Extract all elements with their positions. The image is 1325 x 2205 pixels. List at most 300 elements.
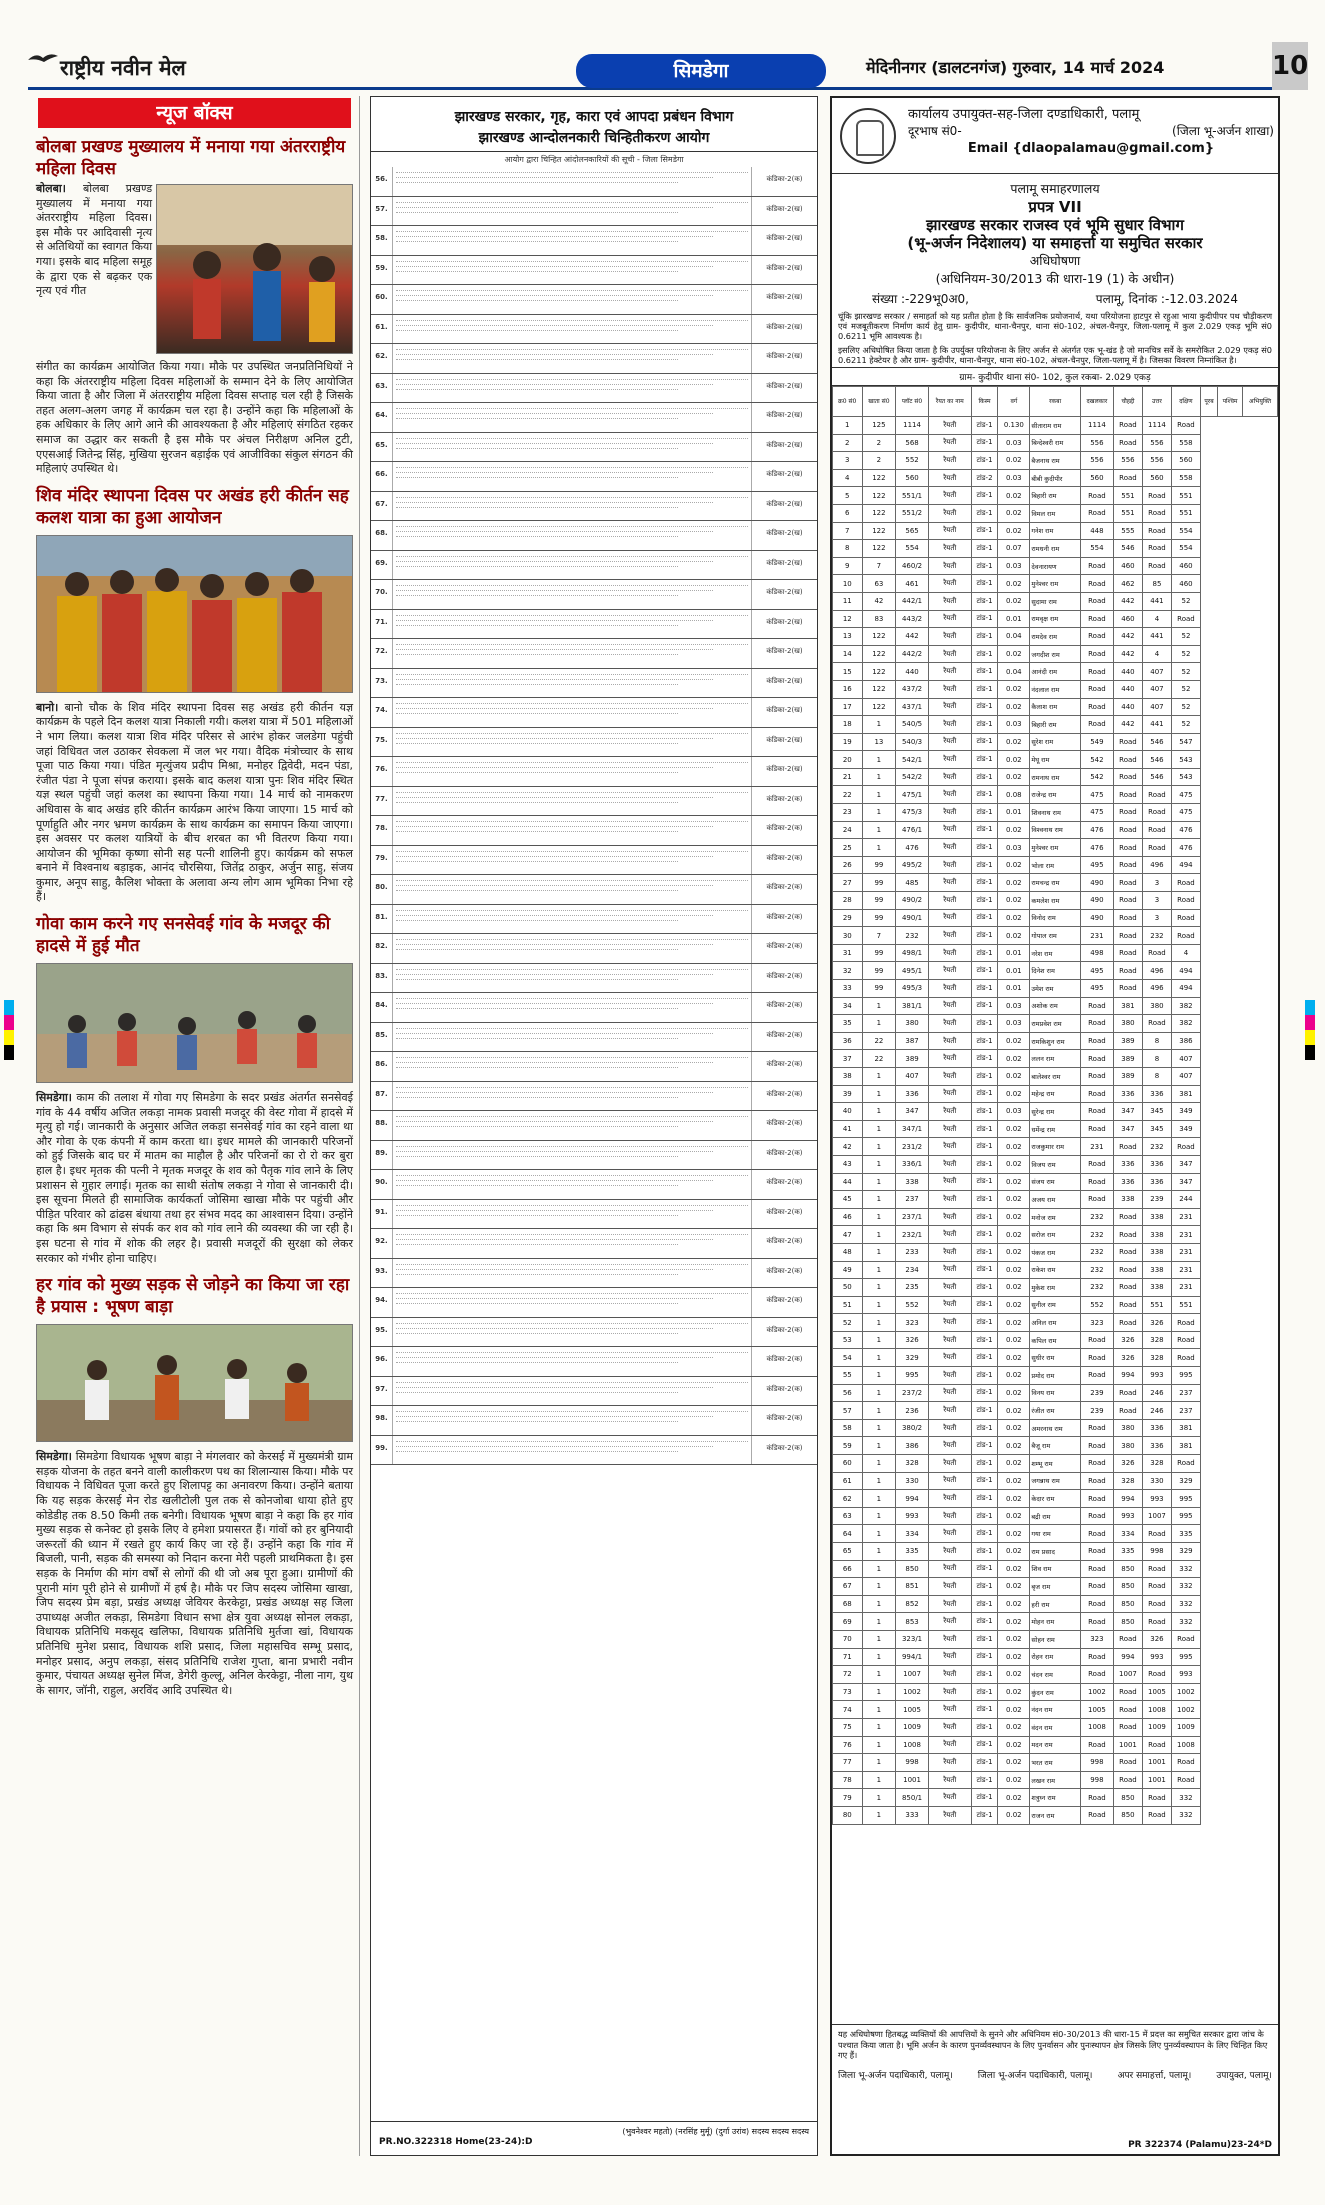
table-cell: रैयती	[928, 1243, 971, 1261]
table-cell: 244	[1171, 1191, 1200, 1209]
table-cell: 495	[1080, 962, 1113, 980]
table-cell: Road	[1113, 768, 1142, 786]
table-row	[833, 944, 1278, 962]
table-cell: 122	[862, 698, 896, 716]
table-cell: 476	[1080, 821, 1113, 839]
table-cell: 22	[833, 786, 863, 804]
table-cell: Road	[1113, 469, 1142, 487]
table-row	[833, 1296, 1278, 1314]
table-cell: सुदामा राम	[1030, 592, 1080, 610]
table-cell: 552	[896, 1296, 929, 1314]
table-cell: 475	[1171, 804, 1200, 822]
table-cell: 442	[1113, 716, 1142, 734]
table-cell: 1007	[1142, 1507, 1171, 1525]
table-cell: 347	[1171, 1173, 1200, 1191]
table-cell: 490	[1080, 892, 1113, 910]
table-cell: रैयती	[928, 1648, 971, 1666]
table-cell: Road	[1171, 874, 1200, 892]
table-cell: 0.02	[998, 1331, 1030, 1349]
table-cell: 442	[1113, 645, 1142, 663]
table-cell: टांड-1	[971, 434, 998, 452]
table-cell: रैयती	[928, 839, 971, 857]
table-cell: 231	[1080, 927, 1113, 945]
table-cell: रामदेव राम	[1030, 628, 1080, 646]
signature-row	[838, 2071, 1272, 2082]
table-cell: 0.02	[998, 1754, 1030, 1772]
table-cell: रोहन राम	[1030, 1648, 1080, 1666]
table-cell: टांड-1	[971, 804, 998, 822]
table-cell: 443/2	[896, 610, 929, 628]
table-cell: 122	[862, 522, 896, 540]
table-row	[833, 469, 1278, 487]
table-row	[833, 1490, 1278, 1508]
table-row	[833, 1419, 1278, 1437]
table-cell: 543	[1171, 768, 1200, 786]
story-body: संगीत का कार्यक्रम आयोजित किया गया। मौके पर उपस्थित जनप्रतिनिधियों ने कहा कि अंतरराष्ट्रीय महिला दिवस महिलाओं के सम्मान देने के लिए आयोजित किया जाता है और जिला में अंतरराष्ट्रीय महिला दिवस सप्ताह चल रही है जिसके तहत अलग-अलग जगह में कार्यक्रम चल रहा है। उन्होंने कहा कि महिलाओं के हक अधिकार के लिए आगे आने की आवश्यकता है और महिलाएं संगठित रहकर समाज का उद्धार कर सकती है इस मौके पर अंचल निरीक्षण अनिल टुटी, एएसआई जितेन्द्र सिंह, मुखिया सुरजन बड़ाईक एवं आजीविका संकुल संगठन की महिलाएं उपस्थित थे।	[36, 360, 353, 476]
table-cell: 323	[1080, 1314, 1113, 1332]
record-details	[393, 816, 751, 845]
table-cell: 329	[896, 1349, 929, 1367]
table-cell: 475/3	[896, 804, 929, 822]
table-cell: संजय राम	[1030, 1173, 1080, 1191]
table-cell: 442	[1113, 592, 1142, 610]
table-cell: 1005	[896, 1701, 929, 1719]
table-cell: रैयती	[928, 1349, 971, 1367]
record-number: 62.	[371, 344, 393, 373]
table-cell: 476	[896, 839, 929, 857]
table-cell: Road	[1113, 1261, 1142, 1279]
table-cell: Road	[1080, 1103, 1113, 1121]
table-cell: 386	[1171, 1032, 1200, 1050]
table-cell: मुनेश्वर राम	[1030, 839, 1080, 857]
table-cell: Road	[1142, 487, 1171, 505]
table-cell: 560	[1080, 469, 1113, 487]
record-number: 91.	[371, 1200, 393, 1229]
table-cell: 540/3	[896, 733, 929, 751]
table-cell: टांड-1	[971, 1243, 998, 1261]
record-details	[393, 1023, 751, 1052]
table-cell: Road	[1142, 1613, 1171, 1631]
table-cell: टांड-1	[971, 1331, 998, 1349]
table-cell: शत्रुघ्न राम	[1030, 1789, 1080, 1807]
record-section: कंडिका-2(ख)	[751, 344, 817, 373]
table-cell: 54	[833, 1349, 863, 1367]
table-cell: 17	[833, 698, 863, 716]
table-header: किस्म	[971, 387, 998, 417]
table-cell: रैयती	[928, 1490, 971, 1508]
table-cell: धर्मेन्द्र राम	[1030, 1120, 1080, 1138]
table-cell: रैयती	[928, 1543, 971, 1561]
record-details	[393, 1347, 751, 1376]
table-cell: 1	[862, 1578, 896, 1596]
table-cell: 62	[833, 1490, 863, 1508]
table-cell: बिहारी राम	[1030, 487, 1080, 505]
table-cell: 1114	[1142, 417, 1171, 435]
table-cell: Road	[1113, 733, 1142, 751]
table-cell: 1114	[1080, 417, 1113, 435]
table-cell: 3	[1142, 874, 1171, 892]
table-cell: वंदन राम	[1030, 1718, 1080, 1736]
table-cell: 332	[1171, 1560, 1200, 1578]
record-section: कंडिका-2(ख)	[751, 698, 817, 727]
record-row	[371, 698, 817, 728]
table-cell: शम्भू राम	[1030, 1455, 1080, 1473]
table-cell: टांड-1	[971, 1384, 998, 1402]
table-cell: टांड-1	[971, 1630, 998, 1648]
table-cell: Road	[1113, 751, 1142, 769]
table-cell: टांड-1	[971, 768, 998, 786]
record-details	[393, 521, 751, 550]
table-cell: 1009	[1171, 1718, 1200, 1736]
table-cell: रैयती	[928, 1472, 971, 1490]
table-cell: 551	[1142, 1296, 1171, 1314]
table-cell: 99	[862, 944, 896, 962]
record-row	[371, 1023, 817, 1053]
record-details	[393, 639, 751, 668]
table-cell: 231/2	[896, 1138, 929, 1156]
table-cell: 460	[1171, 557, 1200, 575]
record-details	[393, 1141, 751, 1170]
table-cell: टांड-1	[971, 575, 998, 593]
table-cell: रैयती	[928, 927, 971, 945]
table-cell: 7	[862, 557, 896, 575]
table-cell: 1	[862, 1120, 896, 1138]
table-row	[833, 997, 1278, 1015]
table-cell: भोला राम	[1030, 856, 1080, 874]
story-dateline: सिमडेगा।	[36, 1450, 72, 1464]
table-cell: बिहारी राम	[1030, 716, 1080, 734]
table-cell: 326	[896, 1331, 929, 1349]
table-cell: मनोज राम	[1030, 1208, 1080, 1226]
table-cell: 53	[833, 1331, 863, 1349]
table-cell: Road	[1080, 716, 1113, 734]
record-number: 82.	[371, 934, 393, 963]
table-cell: 122	[862, 628, 896, 646]
table-cell: आनंदी राम	[1030, 663, 1080, 681]
table-cell: 1	[862, 1507, 896, 1525]
table-cell: 8	[833, 540, 863, 558]
table-cell: 993	[1142, 1367, 1171, 1385]
record-section: कंडिका-2(क)	[751, 787, 817, 816]
table-cell: 69	[833, 1613, 863, 1631]
table-cell: 495	[1080, 856, 1113, 874]
table-cell: 0.02	[998, 1208, 1030, 1226]
table-cell: 29	[833, 909, 863, 927]
table-cell: रैयती	[928, 434, 971, 452]
table-cell: 232	[1142, 927, 1171, 945]
table-cell: 0.02	[998, 1613, 1030, 1631]
table-cell: रैयती	[928, 1191, 971, 1209]
notice-paragraph-2: इसलिए अधिघोषित किया जाता है कि उपर्युक्त परियोजना के लिए अर्जन से अंतर्गत एक भू-खंड है जो मानचित्र सर्वे के समरोकित 2.029 एकड़ सं0 0.6211 हेक्टेयर है और ग्राम- कुदीपीर, थाना-चैनपुर, थाना सं0-102, अंचल-चैनपुर, जिला-पलामू में है। जिसका विवरण निम्नांकित है।	[838, 345, 1272, 365]
table-cell: 232	[1080, 1208, 1113, 1226]
table-cell: 389	[1113, 1067, 1142, 1085]
table-cell: Road	[1080, 1191, 1113, 1209]
table-cell: Road	[1142, 1666, 1171, 1684]
table-cell: 554	[1080, 540, 1113, 558]
table-cell: 0.02	[998, 1349, 1030, 1367]
record-number: 68.	[371, 521, 393, 550]
table-cell: Road	[1142, 1578, 1171, 1596]
signature: जिला भू-अर्जन पदाधिकारी, पलामू।	[977, 2070, 1093, 2081]
record-details	[393, 167, 751, 196]
table-cell: 52	[1171, 716, 1200, 734]
record-details	[393, 1111, 751, 1140]
table-cell: रैयती	[928, 1507, 971, 1525]
table-cell: टांड-1	[971, 980, 998, 998]
table-cell: Road	[1142, 786, 1171, 804]
table-cell: 2	[862, 452, 896, 470]
table-cell: 993	[896, 1507, 929, 1525]
table-row	[833, 927, 1278, 945]
table-cell: 0.02	[998, 909, 1030, 927]
table-cell: 1	[862, 1208, 896, 1226]
table-row	[833, 1367, 1278, 1385]
table-cell: 498/1	[896, 944, 929, 962]
table-cell: टांड-1	[971, 1226, 998, 1244]
table-cell: Road	[1080, 1490, 1113, 1508]
table-cell: 1	[862, 1595, 896, 1613]
notice-heading: झारखण्ड सरकार, गृह, कारा एवं आपदा प्रबंधन विभाग	[454, 109, 734, 125]
photo-village-gathering	[36, 963, 353, 1083]
table-cell: 237	[1171, 1384, 1200, 1402]
table-cell: 850	[1113, 1578, 1142, 1596]
record-details	[393, 1200, 751, 1229]
table-cell: 560	[1142, 469, 1171, 487]
table-cell: 1	[862, 1613, 896, 1631]
table-cell: रैयती	[928, 962, 971, 980]
table-cell: 99	[862, 962, 896, 980]
table-cell: 330	[896, 1472, 929, 1490]
table-cell: रैयती	[928, 1367, 971, 1385]
table-cell: 1	[862, 1806, 896, 1824]
table-cell: अमरनाथ राम	[1030, 1419, 1080, 1437]
table-cell: Road	[1171, 1138, 1200, 1156]
record-number: 61.	[371, 315, 393, 344]
table-cell: 52	[1171, 645, 1200, 663]
table-cell: 75	[833, 1718, 863, 1736]
table-cell: Road	[1080, 592, 1113, 610]
table-cell: 441	[1142, 628, 1171, 646]
table-cell: 380/2	[896, 1419, 929, 1437]
photo-women-day	[156, 184, 353, 354]
table-row	[833, 804, 1278, 822]
record-number: 96.	[371, 1347, 393, 1376]
table-cell: 237/2	[896, 1384, 929, 1402]
table-cell: रैयती	[928, 1560, 971, 1578]
table-cell: 498	[1080, 944, 1113, 962]
table-cell: 381/1	[896, 997, 929, 1015]
table-cell: 22	[862, 1032, 896, 1050]
table-cell: 380	[1142, 997, 1171, 1015]
table-cell: हरी राम	[1030, 1595, 1080, 1613]
table-cell: Road	[1113, 839, 1142, 857]
record-row	[371, 875, 817, 905]
table-cell: 122	[862, 469, 896, 487]
table-row	[833, 856, 1278, 874]
table-cell: Road	[1113, 1296, 1142, 1314]
table-cell: 122	[862, 680, 896, 698]
table-cell: Road	[1080, 1613, 1113, 1631]
table-cell: जगदीश राम	[1030, 645, 1080, 663]
table-cell: 30	[833, 927, 863, 945]
table-cell: 1	[862, 804, 896, 822]
table-cell: 122	[862, 663, 896, 681]
table-cell: बालेश्वर राम	[1030, 1067, 1080, 1085]
table-cell: 853	[896, 1613, 929, 1631]
table-cell: रैयती	[928, 540, 971, 558]
table-cell: 72	[833, 1666, 863, 1684]
record-number: 78.	[371, 816, 393, 845]
table-cell: रैयती	[928, 610, 971, 628]
table-cell: Road	[1080, 557, 1113, 575]
table-cell: 85	[1142, 575, 1171, 593]
table-row	[833, 874, 1278, 892]
record-number: 86.	[371, 1052, 393, 1081]
table-row	[833, 716, 1278, 734]
table-cell: टांड-1	[971, 839, 998, 857]
table-cell: 380	[1113, 1419, 1142, 1437]
table-cell: 552	[896, 452, 929, 470]
record-details	[393, 226, 751, 255]
table-cell: 551/2	[896, 504, 929, 522]
table-cell: 0.02	[998, 1560, 1030, 1578]
table-cell: 1	[862, 997, 896, 1015]
table-cell: 556	[1113, 452, 1142, 470]
footer-text: यह अधिघोषणा हितबद्ध व्यक्तियों की आपत्तियों के सुनने और अधिनियम सं0-30/2013 की धारा-15 में प्रदत्त का समुचित सरकार द्वारा जांच के पश्चात किया जाता है। भूमि अर्जन के कारण पुनर्व्यवस्थापन के लिए पुनर्वासन और पुनःस्थापन क्षेत्र जिसके लिए पुनर्व्यवस्थापन के लिए चिन्हित किए गए हैं।	[838, 2029, 1268, 2060]
table-cell: Road	[1113, 821, 1142, 839]
table-cell: Road	[1113, 1226, 1142, 1244]
table-cell: सुरेन्द्र राम	[1030, 1103, 1080, 1121]
table-cell: 0.01	[998, 804, 1030, 822]
record-details	[393, 846, 751, 875]
table-cell: 0.02	[998, 1736, 1030, 1754]
table-cell: रैयती	[928, 1015, 971, 1033]
table-cell: 122	[862, 540, 896, 558]
record-section: कंडिका-2(ख)	[751, 374, 817, 403]
table-cell: टांड-1	[971, 417, 998, 435]
table-cell: 542/2	[896, 768, 929, 786]
table-cell: 560	[896, 469, 929, 487]
table-cell: टांड-1	[971, 1472, 998, 1490]
record-row	[371, 1436, 817, 1466]
table-cell: 334	[896, 1525, 929, 1543]
record-number: 89.	[371, 1141, 393, 1170]
story-title: गोवा काम करने गए सनसेवई गांव के मजदूर की हादसे में हुई मौत	[36, 914, 331, 957]
table-cell: रैयती	[928, 417, 971, 435]
table-cell: 460	[1113, 610, 1142, 628]
table-cell: टांड-1	[971, 1806, 998, 1824]
table-cell: रैयती	[928, 1455, 971, 1473]
table-cell: 239	[1142, 1191, 1171, 1209]
table-cell: 336	[1142, 1419, 1171, 1437]
table-cell: Road	[1113, 927, 1142, 945]
table-cell: Road	[1080, 680, 1113, 698]
record-section: कंडिका-2(ख)	[751, 285, 817, 314]
table-cell: 323/1	[896, 1630, 929, 1648]
record-number: 57.	[371, 197, 393, 226]
table-cell: 231	[1171, 1226, 1200, 1244]
record-row	[371, 993, 817, 1023]
table-cell: 1	[862, 821, 896, 839]
table-cell: रैयती	[928, 1736, 971, 1754]
table-cell: 27	[833, 874, 863, 892]
land-acquisition-notice	[830, 96, 1280, 2156]
table-cell: 1005	[1142, 1683, 1171, 1701]
record-row	[371, 905, 817, 935]
table-cell: 7	[833, 522, 863, 540]
table-cell: Road	[1113, 1630, 1142, 1648]
table-cell: 460	[1171, 575, 1200, 593]
table-cell: Road	[1113, 1208, 1142, 1226]
table-cell: 0.02	[998, 1683, 1030, 1701]
table-cell: 1	[862, 1771, 896, 1789]
notice-title-block	[832, 174, 1278, 288]
table-cell: 328	[1142, 1455, 1171, 1473]
table-cell: रंजीत राम	[1030, 1402, 1080, 1420]
notice-paragraph: चूंकि झारखण्ड सरकार / समाहर्ता को यह प्रतीत होता है कि सार्वजनिक प्रयोजनार्थ, यथा परियोजना हाटपुर से रहुआ भाया कुदीपीपर पथ चौड़ीकरण एवं मजबूतीकरण निर्माण कार्य हेतु ग्राम- कुदीपीर, थाना-चैनपुर, थाना सं0-102, अंचल-चैनपुर, जिला-पलामू में कुल 2.029 एकड़ भूमि सं0 0.6211 भूमि आवश्यक है।	[838, 311, 1272, 341]
table-cell: 0.02	[998, 680, 1030, 698]
table-cell: Road	[1142, 557, 1171, 575]
office-email: Email {dlaopalamau@gmail.com}	[967, 141, 1215, 156]
table-cell: रैयती	[928, 1067, 971, 1085]
table-cell: 0.02	[998, 698, 1030, 716]
collectorate: पलामू समाहरणालय	[1010, 181, 1100, 196]
table-cell: Road	[1080, 663, 1113, 681]
table-cell: 0.01	[998, 962, 1030, 980]
record-row	[371, 964, 817, 994]
table-row	[833, 575, 1278, 593]
state-emblem-icon	[840, 108, 896, 164]
table-cell: 0.02	[998, 1472, 1030, 1490]
table-cell: 1	[862, 1085, 896, 1103]
table-cell: 60	[833, 1455, 863, 1473]
table-cell: 568	[896, 434, 929, 452]
record-row	[371, 757, 817, 787]
table-cell: 556	[1142, 452, 1171, 470]
table-cell: Road	[1171, 610, 1200, 628]
notice-date: पलामू, दिनांक :-12.03.2024	[1095, 292, 1238, 306]
table-cell: 549	[1080, 733, 1113, 751]
record-row	[371, 344, 817, 374]
table-row	[833, 768, 1278, 786]
record-number: 65.	[371, 433, 393, 462]
table-cell: रैयती	[928, 1683, 971, 1701]
table-cell: 43	[833, 1155, 863, 1173]
table-cell: 347/1	[896, 1120, 929, 1138]
record-details	[393, 1229, 751, 1258]
table-cell: 0.02	[998, 1578, 1030, 1596]
department-sub: (भू-अर्जन निदेशालय) या समाहर्त्ता या समुचित सरकार	[907, 234, 1203, 252]
office-branch: (जिला भू-अर्जन शाखा)	[1172, 124, 1274, 138]
table-cell: 0.02	[998, 504, 1030, 522]
table-header: रकबा	[1030, 387, 1080, 417]
table-cell: 0.02	[998, 1120, 1030, 1138]
table-cell: 542/1	[896, 751, 929, 769]
table-cell: 542	[1080, 751, 1113, 769]
signature: जिला भू-अर्जन पदाधिकारी, पलामू।	[838, 2070, 953, 2081]
record-section: कंडिका-2(क)	[751, 993, 817, 1022]
table-row	[833, 751, 1278, 769]
table-cell: 0.02	[998, 751, 1030, 769]
table-cell: 50	[833, 1279, 863, 1297]
table-cell: 232	[1080, 1279, 1113, 1297]
record-details	[393, 993, 751, 1022]
record-row	[371, 1406, 817, 1436]
table-cell: Road	[1142, 1560, 1171, 1578]
table-row	[833, 522, 1278, 540]
table-cell: रैयती	[928, 1771, 971, 1789]
table-cell: टांड-1	[971, 645, 998, 663]
